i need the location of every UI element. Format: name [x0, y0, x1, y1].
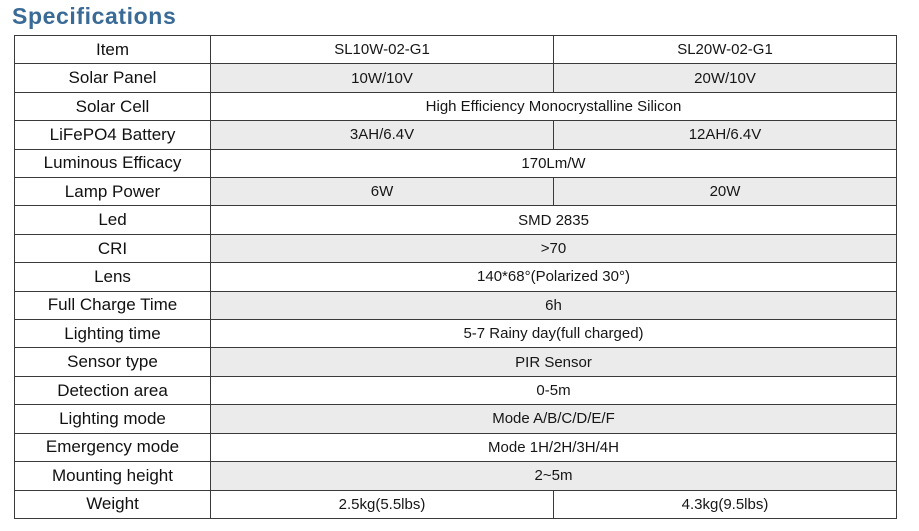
row-label: Detection area [15, 376, 211, 404]
column-header-model-a: SL10W-02-G1 [211, 36, 554, 64]
row-label: Solar Cell [15, 92, 211, 120]
spec-table-body [15, 36, 897, 519]
row-label: Lighting mode [15, 405, 211, 433]
row-value-model-a: 10W/10V [211, 64, 554, 92]
table-row [15, 149, 897, 177]
table-row [15, 64, 897, 92]
table-row [15, 234, 897, 262]
row-value-shared: High Efficiency Monocrystalline Silicon [211, 92, 897, 120]
table-row [15, 376, 897, 404]
table-header-row [15, 36, 897, 64]
table-row [15, 405, 897, 433]
table-row [15, 206, 897, 234]
row-value-shared: 0-5m [211, 376, 897, 404]
column-header-model-b: SL20W-02-G1 [554, 36, 897, 64]
row-value-model-a: 3AH/6.4V [211, 121, 554, 149]
row-label: LiFePO4 Battery [15, 121, 211, 149]
row-value-shared: 6h [211, 291, 897, 319]
row-value-shared: 5-7 Rainy day(full charged) [211, 320, 897, 348]
page-title: Specifications [12, 3, 177, 29]
row-label: Luminous Efficacy [15, 149, 211, 177]
table-row [15, 263, 897, 291]
row-label: Lens [15, 263, 211, 291]
row-label: Full Charge Time [15, 291, 211, 319]
row-value-model-b: 20W [554, 178, 897, 206]
row-label: Sensor type [15, 348, 211, 376]
table-row [15, 178, 897, 206]
row-value-model-b: 4.3kg(9.5lbs) [554, 490, 897, 519]
row-value-shared: 140*68°(Polarized 30°) [211, 263, 897, 291]
row-label: Led [15, 206, 211, 234]
row-label: Lighting time [15, 320, 211, 348]
spec-table [14, 35, 897, 519]
row-label: Emergency mode [15, 433, 211, 461]
row-value-model-b: 12AH/6.4V [554, 121, 897, 149]
row-value-shared: 2~5m [211, 462, 897, 490]
row-value-shared: 170Lm/W [211, 149, 897, 177]
table-row [15, 433, 897, 461]
row-label: Weight [15, 490, 211, 519]
table-row [15, 320, 897, 348]
row-value-model-a: 6W [211, 178, 554, 206]
row-value-model-a: 2.5kg(5.5lbs) [211, 490, 554, 519]
row-value-shared: Mode A/B/C/D/E/F [211, 405, 897, 433]
row-value-shared: PIR Sensor [211, 348, 897, 376]
row-value-shared: >70 [211, 234, 897, 262]
column-header-item: Item [15, 36, 211, 64]
row-label: CRI [15, 234, 211, 262]
table-row [15, 92, 897, 120]
row-label: Lamp Power [15, 178, 211, 206]
row-label: Mounting height [15, 462, 211, 490]
row-value-shared: Mode 1H/2H/3H/4H [211, 433, 897, 461]
table-row [15, 121, 897, 149]
row-label: Solar Panel [15, 64, 211, 92]
table-row [15, 291, 897, 319]
table-row [15, 490, 897, 519]
row-value-model-b: 20W/10V [554, 64, 897, 92]
table-row [15, 462, 897, 490]
table-row [15, 348, 897, 376]
row-value-shared: SMD 2835 [211, 206, 897, 234]
